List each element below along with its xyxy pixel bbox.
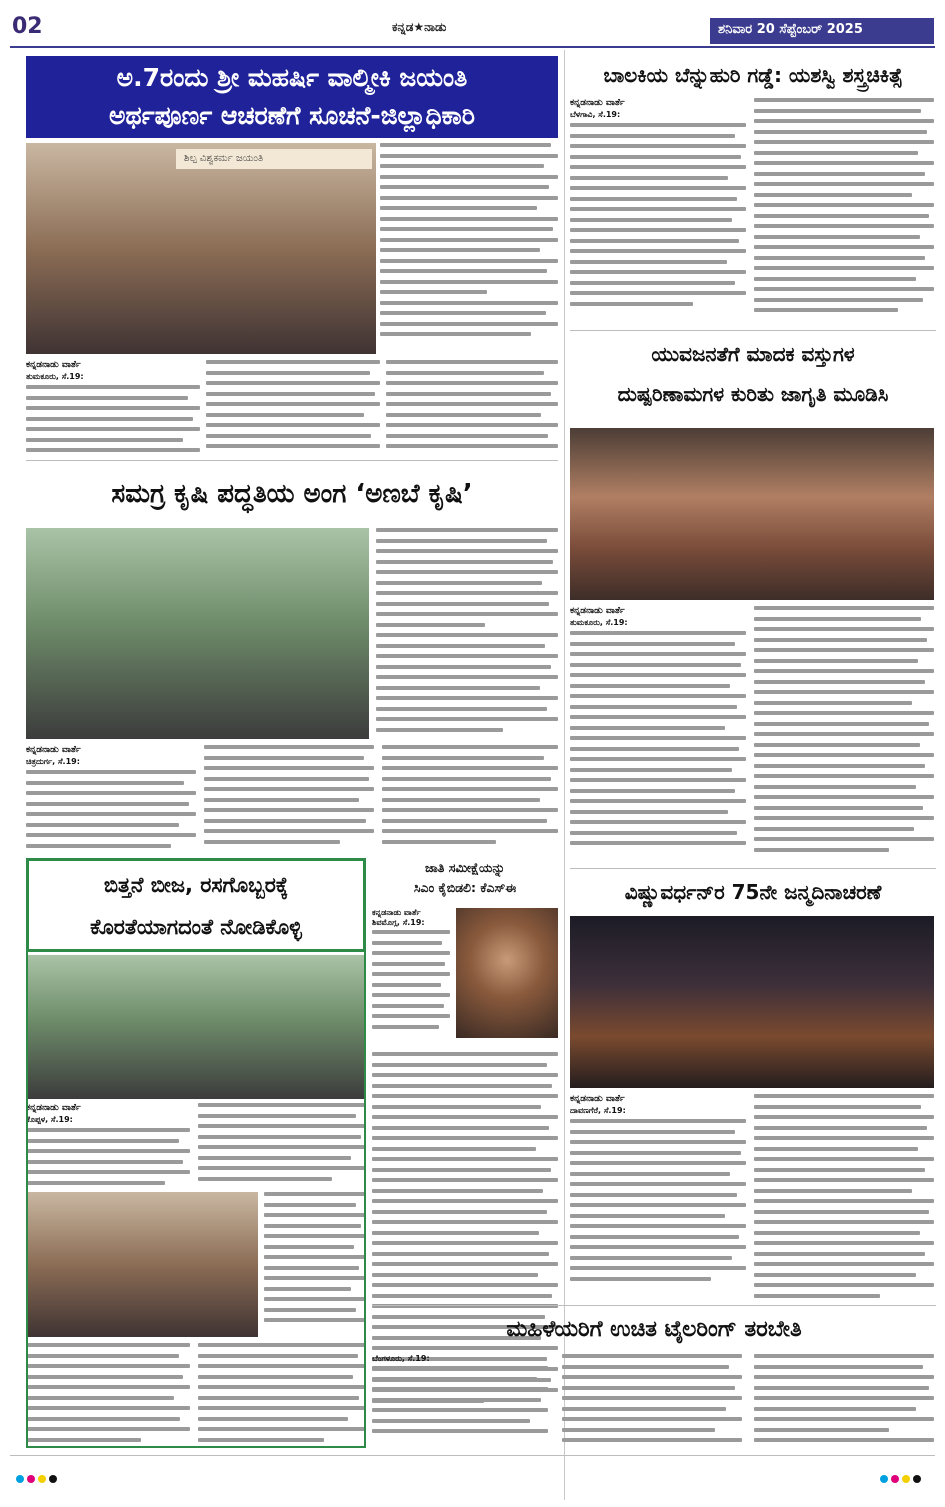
tailoring-body-col1 bbox=[372, 1366, 548, 1446]
valmiki-body-col2 bbox=[206, 360, 380, 455]
reg-dot bbox=[16, 1475, 24, 1483]
caste-headline-line1: ಜಾತಿ ಸಮೀಕ್ಷೆಯನ್ನು bbox=[424, 860, 506, 875]
tailoring-byline: ಬೆಂಗಳೂರು, ಸೆ.19: bbox=[372, 1354, 430, 1363]
valmiki-headline-line2: ಅರ್ಥಪೂರ್ಣ ಆಚರಣೆಗೆ ಸೂಚನೆ-ಜಿಲ್ಲಾಧಿಕಾರಿ bbox=[109, 101, 475, 130]
footer-rule bbox=[10, 1455, 935, 1456]
reg-dot bbox=[880, 1475, 888, 1483]
valmiki-photo-banner: ಶಿಲ್ಪ ವಿಶ್ವಕರ್ಮ ಜಯಂತಿ bbox=[176, 149, 372, 169]
child-tumor-headline: ಬಾಲಕಿಯ ಬೆನ್ನುಹುರಿ ಗಡ್ಡೆ: ಯಶಸ್ವಿ ಶಸ್ತ್ರಚಿಕಿತ್ಸೆ bbox=[603, 63, 903, 87]
drugs-top-rule bbox=[570, 330, 936, 331]
seeds-byline: ಕನ್ನಡನಾಡು ವಾರ್ತೆ bbox=[26, 1103, 81, 1113]
valmiki-body-right bbox=[380, 143, 558, 354]
vishnuvardhan-photo bbox=[570, 916, 934, 1088]
drugs-headline-line1: ಯುವಜನತೆಗೆ ಮಾದಕ ವಸ್ತುಗಳ bbox=[651, 342, 855, 366]
child-tumor-body-col1 bbox=[570, 123, 746, 323]
reg-dot bbox=[49, 1475, 57, 1483]
masthead-rule bbox=[10, 46, 935, 48]
reg-dot bbox=[913, 1475, 921, 1483]
drugs-headline bbox=[570, 334, 936, 424]
vishnuvardhan-top-rule bbox=[570, 868, 936, 869]
farming-body-col2 bbox=[204, 745, 374, 850]
reg-dot bbox=[902, 1475, 910, 1483]
child-tumor-body-col2 bbox=[754, 98, 934, 323]
vishnuvardhan-byline: ಕನ್ನಡನಾಡು ವಾರ್ತೆ bbox=[570, 1094, 625, 1104]
valmiki-body-col3 bbox=[386, 360, 558, 455]
seeds-dateline: ಕೊಪ್ಪಳ, ಸೆ.19: bbox=[26, 1115, 73, 1124]
tailoring-body-col3 bbox=[754, 1354, 934, 1446]
farming-body-col3 bbox=[382, 745, 558, 850]
farming-dateline: ಚಿತ್ರದುರ್ಗ, ಸೆ.19: bbox=[26, 757, 80, 766]
caste-headline-line2: ಸಿಎಂ ಕೈಬಿಡಲಿ: ಕೆಎಸ್‌ಈ bbox=[413, 880, 517, 895]
farming-body-col1 bbox=[26, 770, 196, 850]
valmiki-byline: ಕನ್ನಡನಾಡು ವಾರ್ತೆ bbox=[26, 360, 81, 370]
reg-dot bbox=[38, 1475, 46, 1483]
reg-dot bbox=[27, 1475, 35, 1483]
reg-dot bbox=[891, 1475, 899, 1483]
valmiki-headline-line1: ಅ.7ರಂದು ಶ್ರೀ ಮಹರ್ಷಿ ವಾಲ್ಮೀಕಿ ಜಯಂತಿ bbox=[116, 63, 468, 92]
valmiki-headline bbox=[26, 56, 558, 138]
tailoring-top-rule bbox=[372, 1305, 936, 1306]
vishnuvardhan-dateline: ದಾವಣಗೆರೆ, ಸೆ.19: bbox=[570, 1106, 626, 1115]
seeds-box-frame bbox=[26, 858, 366, 1448]
tailoring-body-col2 bbox=[562, 1354, 742, 1446]
vishnuvardhan-headline: ವಿಷ್ಣುವರ್ಧನ್‌ರ 75ನೇ ಜನ್ಮದಿನಾಚರಣೆ bbox=[624, 880, 882, 904]
tailoring-headline: ಮಹಿಳೆಯರಿಗೆ ಉಚಿತ ಟೈಲರಿಂಗ್ ತರಬೇತಿ bbox=[506, 1317, 802, 1342]
valmiki-photo bbox=[26, 143, 376, 354]
issue-date: ಶನಿವಾರ 20 ಸೆಪ್ಟೆಂಬರ್ 2025 bbox=[710, 18, 934, 44]
farming-headline: ಸಮಗ್ರ ಕೃಷಿ ಪದ್ಧತಿಯ ಅಂಗ ‘ಅಣಬೆ ಕೃಷಿ’ bbox=[111, 479, 473, 509]
farming-body-right bbox=[376, 528, 558, 739]
vishnuvardhan-body-col1 bbox=[570, 1119, 746, 1299]
farming-top-rule bbox=[26, 460, 558, 461]
vishnuvardhan-body-col2 bbox=[754, 1094, 934, 1299]
registration-dots-right bbox=[880, 1468, 924, 1487]
child-tumor-dateline: ಬೆಳಗಾವಿ, ಸೆ.19: bbox=[570, 110, 621, 119]
caste-portrait bbox=[456, 908, 558, 1038]
drugs-body-col2 bbox=[754, 606, 934, 861]
seeds-headline-line2: ಕೊರತೆಯಾಗದಂತೆ ನೋಡಿಕೊಳ್ಳಿ bbox=[90, 915, 302, 939]
child-tumor-byline: ಕನ್ನಡನಾಡು ವಾರ್ತೆ bbox=[570, 98, 625, 108]
valmiki-body-col1 bbox=[26, 385, 200, 455]
caste-dateline: ಶಿವಮೊಗ್ಗ, ಸೆ.19: bbox=[372, 918, 425, 927]
drugs-byline: ಕನ್ನಡನಾಡು ವಾರ್ತೆ bbox=[570, 606, 625, 616]
paper-name: ಕನ್ನಡ★ನಾಡು bbox=[392, 20, 447, 34]
registration-dots-left bbox=[16, 1468, 60, 1487]
caste-byline: ಕನ್ನಡನಾಡು ವಾರ್ತೆ bbox=[372, 908, 421, 917]
caste-body-side bbox=[372, 930, 450, 1050]
valmiki-dateline: ತುಮಕೂರು, ಸೆ.19: bbox=[26, 372, 84, 381]
page-number: 02 bbox=[12, 14, 43, 39]
farming-photo bbox=[26, 528, 369, 739]
column-divider bbox=[564, 50, 565, 1500]
drugs-headline-line2: ದುಷ್ಪರಿಣಾಮಗಳ ಕುರಿತು ಜಾಗೃತಿ ಮೂಡಿಸಿ bbox=[617, 382, 889, 406]
drugs-body-col1 bbox=[570, 631, 746, 861]
drugs-dateline: ತುಮಕೂರು, ಸೆ.19: bbox=[570, 618, 628, 627]
farming-byline: ಕನ್ನಡನಾಡು ವಾರ್ತೆ bbox=[26, 745, 81, 755]
seeds-headline-line1: ಬಿತ್ತನೆ ಬೀಜ, ರಸಗೊಬ್ಬರಕ್ಕೆ bbox=[103, 873, 289, 897]
drugs-photo bbox=[570, 428, 934, 600]
caste-headline bbox=[372, 858, 558, 902]
